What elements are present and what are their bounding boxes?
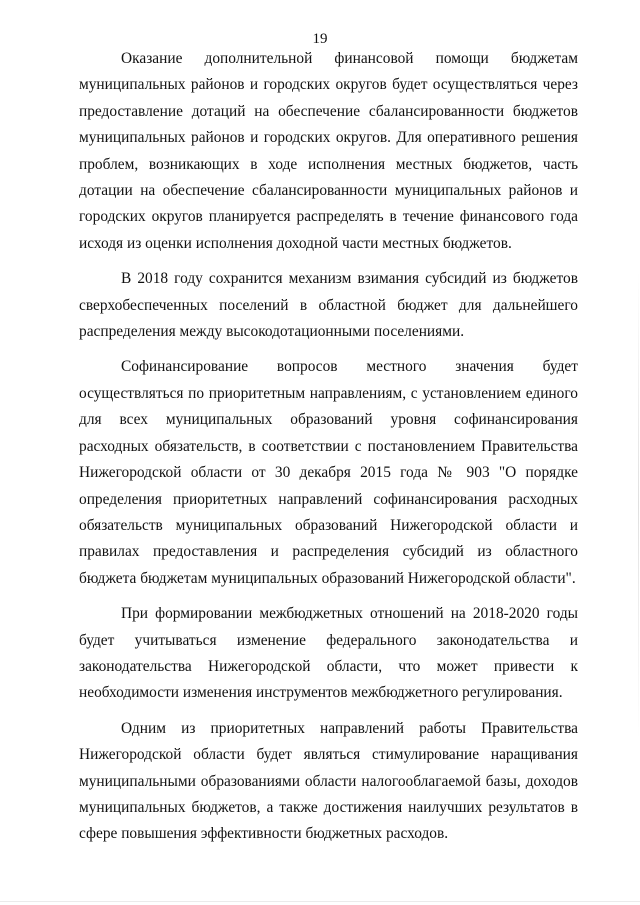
- paragraph-subsidy-mechanism-2018: В 2018 году сохранится механизм взимания субсидий из бюджетов сверхобеспеченных поселений в областной бюджет для дальнейшего распределения между высокодотационными поселениями.: [79, 270, 578, 341]
- page-number: 19: [312, 31, 328, 47]
- paragraph-interbudget-relations: При формировании межбюджетных отношений на 2018-2020 годы будет учитываться изменение федерального законодательства и законодательства Нижегородской области, что может привести к необходимости изменения инструментов межбюджетного регулирования.: [79, 605, 578, 702]
- scan-edge-shadow: [638, 270, 639, 740]
- paragraph-cofinancing: Софинансирование вопросов местного значения будет осуществляться по приоритетным направлениям, с установлением единого для всех муниципальных образований уровня софинансирования расходных обязательств, в соответствии с постановлением Правительства Нижегородской области от 30 декабря 2015 года № 903 "О порядке определения приоритетных направлений софинансирования расходных обязательств муниципальных образований Нижегородской области и правилах предоставления и распределения субсидий из областного бюджета бюджетам муниципальных образований Нижегородской области".: [79, 358, 578, 587]
- scan-bottom-line: [0, 901, 640, 902]
- paragraph-additional-financial-aid: Оказание дополнительной финансовой помощи бюджетам муниципальных районов и городских округов будет осуществляться через предоставление дотаций на обеспечение сбалансированности бюджетов муниципальных районов и городских округов. Для оперативного решения проблем, возникающих в ходе исполнения местных бюджетов, часть дотации на обеспечение сбалансированности муниципальных районов и городских округов планируется распределять в течение финансового года исходя из оценки исполнения доходной части местных бюджетов.: [79, 50, 578, 252]
- document-body: [79, 46, 578, 857]
- paragraph-tax-base-stimulation: Одним из приоритетных направлений работы Правительства Нижегородской области будет являться стимулирование наращивания муниципальными образованиями области налогооблагаемой базы, доходов муниципальных бюджетов, а также достижения наилучших результатов в сфере повышения эффективности бюджетных расходов.: [79, 719, 578, 843]
